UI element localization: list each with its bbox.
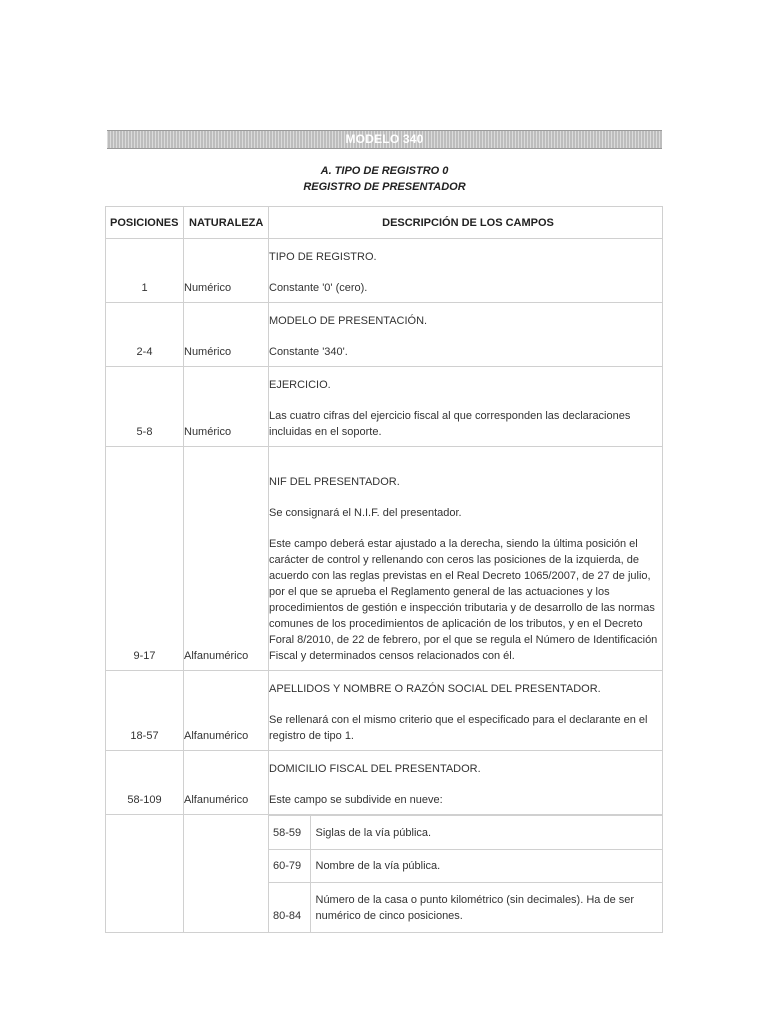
row-nature: Alfanumérico [184,447,269,671]
table-header-row [106,207,663,239]
record-type-title: A. TIPO DE REGISTRO 0 [320,165,449,177]
row-description [269,671,663,751]
row-position: 5-8 [106,367,184,447]
subfield-row [269,883,662,932]
table-row [106,447,663,671]
positions-header: POSICIONES [106,207,184,239]
row-position: 58-109 [106,751,184,815]
subfield-description: Número de la casa o punto kilométrico (sin decimales). Ha de ser numérico de cinco posiciones. [310,883,662,932]
subfield-description: Nombre de la vía pública. [310,850,662,883]
subfields-table [269,815,662,932]
row-description [269,751,663,815]
empty-cell [106,815,184,933]
row-description [269,239,663,303]
field-paragraph: Constante '0' (cero). [269,282,368,294]
description-header: DESCRIPCIÓN DE LOS CAMPOS [269,207,663,239]
field-title: MODELO DE PRESENTACIÓN. [269,315,428,327]
field-title: EJERCICIO. [269,379,331,391]
field-paragraph: Este campo se subdivide en nueve: [269,794,443,806]
model-banner: MODELO 340 [107,130,662,149]
subfield-position: 80-84 [269,883,310,932]
field-title: TIPO DE REGISTRO. [269,251,377,263]
subfields-row [106,815,663,933]
row-position: 18-57 [106,671,184,751]
row-nature: Alfanumérico [184,751,269,815]
table-row [106,367,663,447]
row-nature: Alfanumérico [184,671,269,751]
table-row [106,671,663,751]
subfield-position: 60-79 [269,850,310,883]
field-title: DOMICILIO FISCAL DEL PRESENTADOR. [269,763,481,775]
field-paragraph: Se rellenará con el mismo criterio que el especificado para el declarante en el registro de tipo 1. [269,714,648,742]
table-row [106,303,663,367]
record-name-title: REGISTRO DE PRESENTADOR [303,181,466,193]
row-description [269,303,663,367]
field-paragraph: Las cuatro cifras del ejercicio fiscal al que corresponden las declaraciones incluidas en el soporte. [269,410,631,438]
row-nature: Numérico [184,367,269,447]
subfields-cell [269,815,663,933]
subfield-description: Siglas de la vía pública. [310,816,662,850]
empty-cell [184,815,269,933]
subfield-position: 58-59 [269,816,310,850]
field-paragraph: Este campo deberá estar ajustado a la derecha, siendo la última posición el carácter de control y rellenando con ceros las posiciones de la izquierda, de acuerdo con las reglas previstas en el Real Decreto 1065/2007, de 27 de julio, por el que se aprueba el Reglamento general de las actuaciones y los procedimientos de gestión e inspección tributaria y de desarrollo de las normas comunes de los procedimientos de aplicación de los tributos, y en el Decreto Foral 8/2010, de 22 de febrero, por el que se regula el Número de Identificación Fiscal y determinados censos relacionados con él. [269,538,658,662]
field-title: APELLIDOS Y NOMBRE O RAZÓN SOCIAL DEL PRESENTADOR. [269,683,601,695]
field-title: NIF DEL PRESENTADOR. [269,476,400,488]
row-nature: Numérico [184,239,269,303]
record-fields-table [105,206,663,933]
row-description [269,447,663,671]
field-paragraph: Se consignará el N.I.F. del presentador. [269,507,462,519]
row-position: 2-4 [106,303,184,367]
subfield-row [269,816,662,850]
row-description [269,367,663,447]
row-nature: Numérico [184,303,269,367]
table-row [106,751,663,815]
row-position: 9-17 [106,447,184,671]
nature-header: NATURALEZA [184,207,269,239]
table-row [106,239,663,303]
subfield-row [269,850,662,883]
field-paragraph: Constante '340'. [269,346,348,358]
row-position: 1 [106,239,184,303]
